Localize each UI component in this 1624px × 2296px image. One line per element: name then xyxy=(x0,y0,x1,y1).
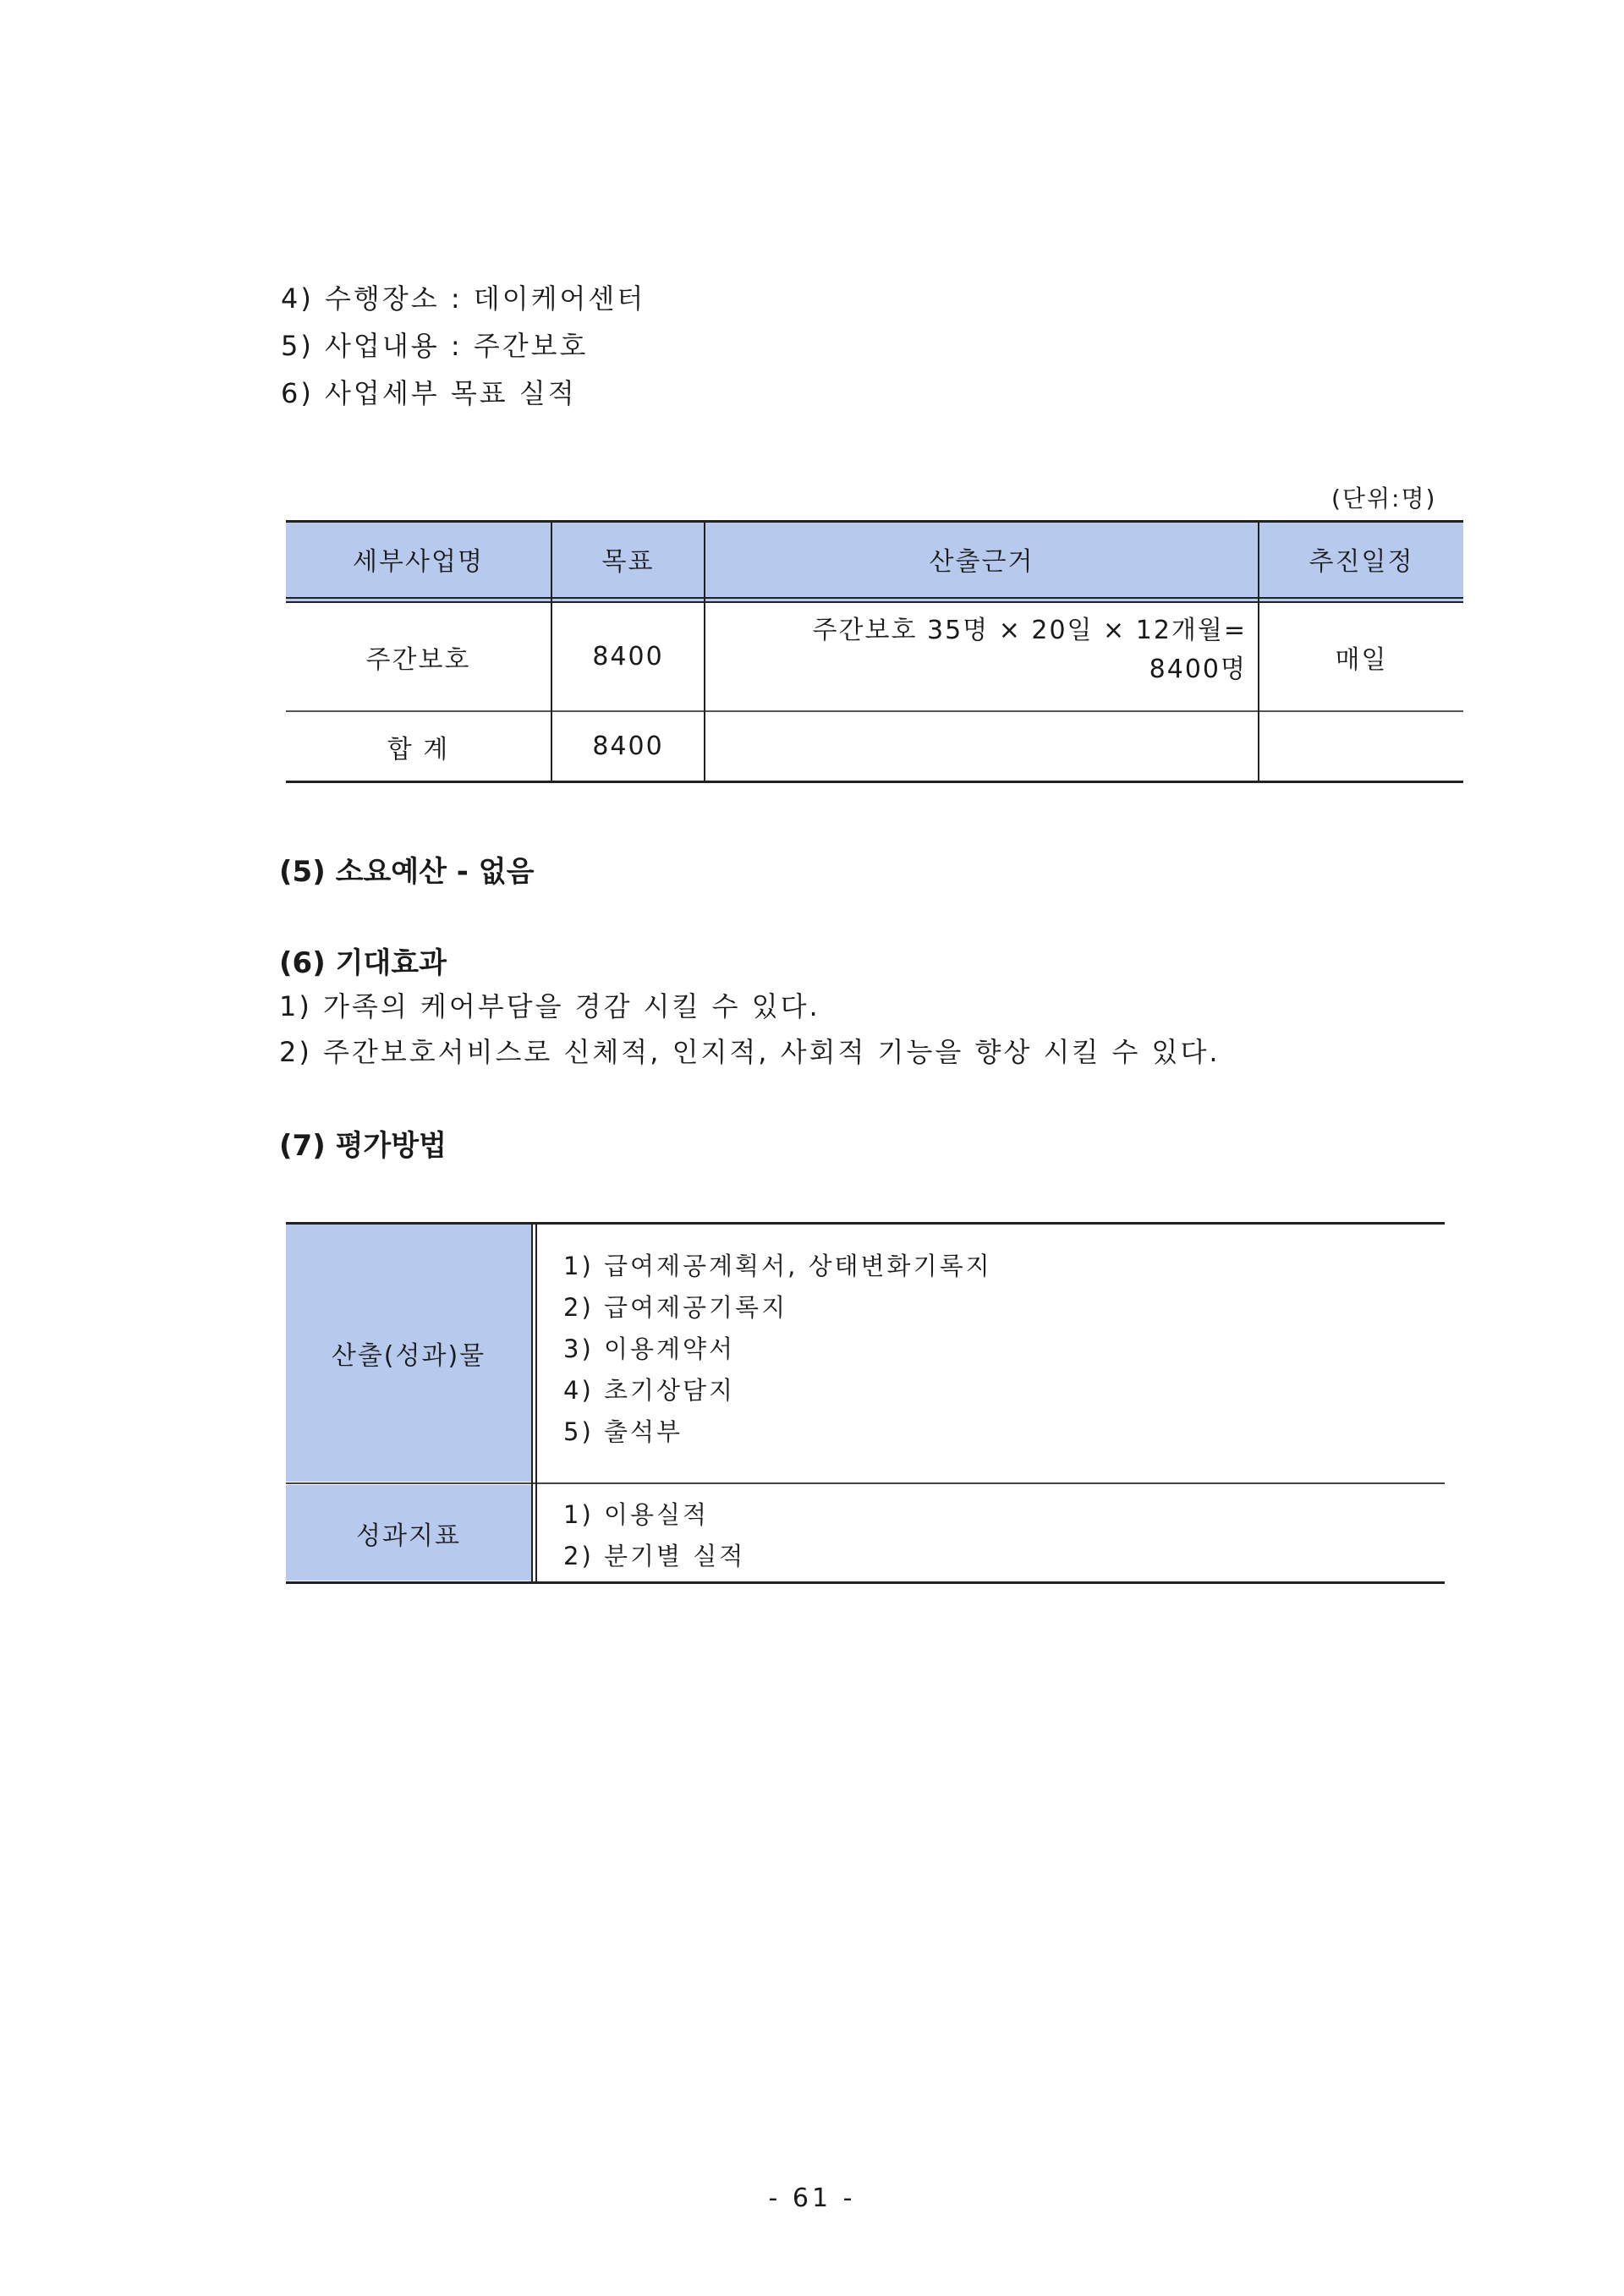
evaluation-heading: (7) 평가방법 xyxy=(279,1129,447,1163)
eval-top-rule xyxy=(286,1222,1445,1225)
indicator-label: 성과지표 xyxy=(286,1485,531,1581)
output-item: 3) 이용계약서 xyxy=(563,1334,736,1363)
item-content: 5) 사업내용 : 주간보호 xyxy=(281,330,589,362)
row-schedule: 매일 xyxy=(1335,644,1388,675)
detail-goal-table xyxy=(286,520,1463,783)
unit-note: (단위:명) xyxy=(1331,485,1437,512)
effects-heading: (6) 기대효과 xyxy=(279,946,447,980)
row-target: 8400 xyxy=(592,642,664,671)
header-basis: 산출근거 xyxy=(929,547,1034,577)
row-basis xyxy=(705,611,1247,689)
header-name: 세부사업명 xyxy=(353,547,484,577)
item-detail-goal: 6) 사업세부 목표 실적 xyxy=(281,377,577,409)
output-item: 2) 급여제공기록지 xyxy=(563,1293,788,1322)
indicator-item: 1) 이용실적 xyxy=(563,1500,710,1529)
output-item: 5) 출석부 xyxy=(563,1417,683,1446)
budget-heading: (5) 소요예산 - 없음 xyxy=(279,855,535,889)
header-schedule: 추진일정 xyxy=(1309,547,1414,577)
output-label: 산출(성과)물 xyxy=(286,1225,531,1482)
table-bottom-rule xyxy=(286,781,1463,783)
row-basis-line1: 주간보호 35명 × 20일 × 12개월= xyxy=(812,616,1247,645)
total-label: 합 계 xyxy=(387,734,450,764)
output-item: 4) 초기상담지 xyxy=(563,1376,736,1405)
indicator-item: 2) 분기별 실적 xyxy=(563,1542,746,1570)
row-name: 주간보호 xyxy=(365,644,471,675)
output-list xyxy=(563,1246,992,1453)
page-number: - 61 - xyxy=(768,2184,856,2213)
eval-bottom-rule xyxy=(286,1581,1445,1584)
effect-item-1: 1) 가족의 케어부담을 경감 시킬 수 있다. xyxy=(279,990,820,1022)
output-item: 1) 급여제공계획서, 상태변화기록지 xyxy=(563,1252,992,1280)
item-location: 4) 수행장소 : 데이케어센터 xyxy=(281,282,646,315)
eval-col-divider-2 xyxy=(535,1222,537,1584)
eval-col-divider-1 xyxy=(531,1222,533,1584)
row-basis-line2: 8400명 xyxy=(1149,655,1247,684)
effect-item-2: 2) 주간보호서비스로 신체적, 인지적, 사회적 기능을 향상 시킬 수 있다. xyxy=(279,1036,1221,1068)
eval-row-divider xyxy=(286,1482,1445,1484)
total-target: 8400 xyxy=(592,732,664,761)
header-target: 목표 xyxy=(601,547,655,577)
indicator-list xyxy=(563,1494,745,1577)
evaluation-table xyxy=(286,1222,1445,1584)
